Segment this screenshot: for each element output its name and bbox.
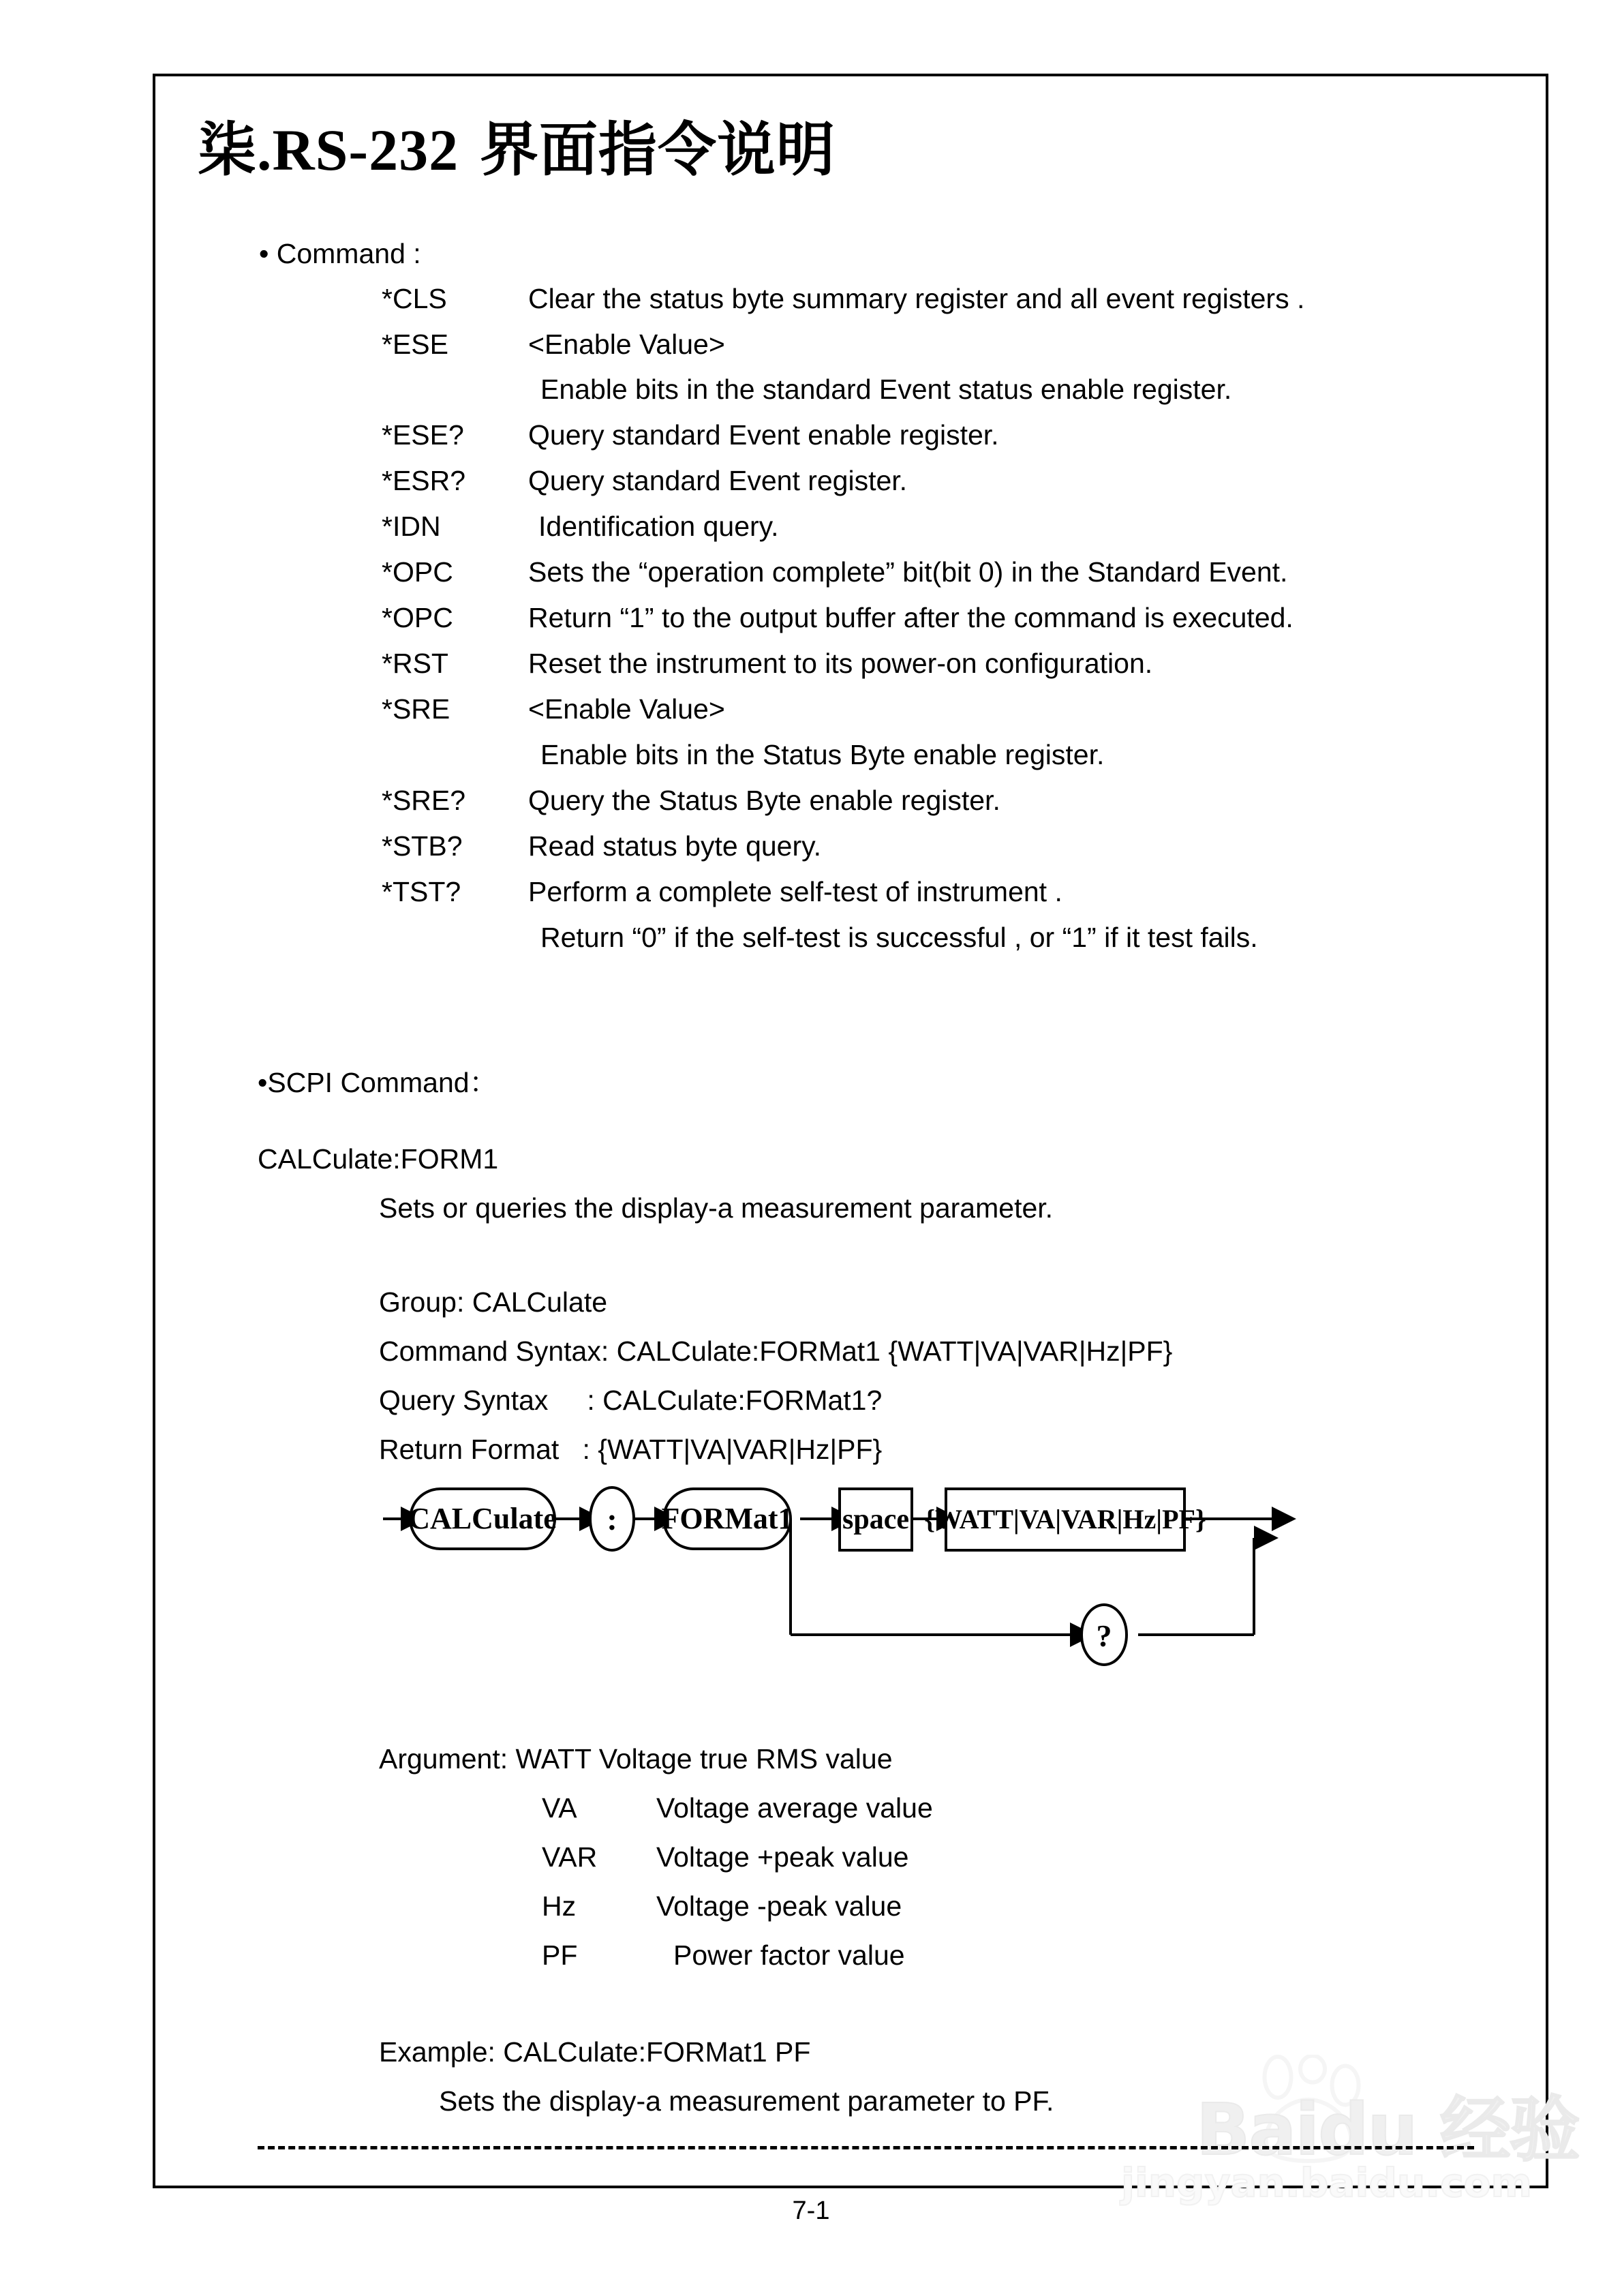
scpi-return-format: Return Format : {WATT|VA|VAR|Hz|PF} [379, 1434, 883, 1465]
title-cn-prefix: 柒 [198, 116, 257, 184]
command-desc-ese: <Enable Value> [528, 329, 725, 360]
argument-key-hz: Hz [542, 1890, 577, 1922]
argument-desc-va: Voltage average value [656, 1792, 933, 1824]
railroad-label-format1: FORMat1 [661, 1502, 793, 1535]
watermark-line1: Baidu 经验 [1196, 2088, 1579, 2171]
command-section-heading: • Command : [259, 238, 421, 269]
command-desc-sre-query: Query the Status Byte enable register. [528, 785, 1000, 816]
page-number: 7-1 [792, 2196, 830, 2225]
command-desc-ese-query: Query standard Event enable register. [528, 419, 999, 451]
command-name-tst-query: *TST? [382, 876, 461, 907]
footer-divider [258, 2146, 1474, 2149]
scpi-group-label: Group: CALCulate [379, 1286, 608, 1318]
example-description: Sets the display-a measurement parameter to PF. [439, 2085, 1054, 2117]
command-name-esr-query: *ESR? [382, 465, 466, 496]
command-desc-rst: Reset the instrument to its power-on configuration. [528, 648, 1153, 679]
scpi-section-heading: •SCPI Command： [258, 1067, 498, 1098]
command-desc-opc-set: Sets the “operation complete” bit(bit 0) in the Standard Event. [528, 556, 1288, 588]
command-desc-opc-query: Return “1” to the output buffer after the command is executed. [528, 602, 1294, 633]
syntax-railroad-diagram [382, 1472, 1486, 1677]
argument-key-va: VA [542, 1792, 577, 1824]
railroad-label-colon: : [607, 1502, 617, 1537]
railroad-label-query: ? [1096, 1618, 1112, 1653]
argument-desc-hz: Voltage -peak value [656, 1890, 902, 1922]
railroad-node-arguments [924, 1489, 1206, 1550]
command-desc-esr-query: Query standard Event register. [528, 465, 908, 496]
title-dot: . [257, 117, 273, 183]
argument-desc-var: Voltage +peak value [656, 1841, 909, 1873]
title-latin: RS-232 [272, 117, 459, 183]
argument-desc-pf: Power factor value [673, 1939, 905, 1971]
railroad-label-arguments: {WATT|VA|VAR|Hz|PF} [924, 1504, 1206, 1535]
command-name-ese: *ESE [382, 329, 448, 360]
railroad-node-calculate [408, 1489, 557, 1549]
command-desc-stb-query: Read status byte query. [528, 830, 821, 862]
page-title [198, 102, 836, 187]
argument-key-var: VAR [542, 1841, 598, 1873]
railroad-label-space: space [842, 1504, 909, 1535]
example-heading: Example: CALCulate:FORMat1 PF [379, 2036, 811, 2068]
scpi-command-title: CALCulate:FORM1 [258, 1143, 499, 1175]
scpi-query-syntax: Query Syntax : CALCulate:FORMat1? [379, 1385, 883, 1416]
command-desc-cls: Clear the status byte summary register and all event registers . [528, 283, 1305, 314]
railroad-node-colon [590, 1487, 634, 1550]
command-name-stb-query: *STB? [382, 830, 463, 862]
command-name-sre-query: *SRE? [382, 785, 466, 816]
command-name-rst: *RST [382, 648, 448, 679]
command-desc-sre: <Enable Value> [528, 693, 725, 725]
railroad-node-query [1082, 1605, 1127, 1665]
title-cn-suffix: 界面指令说明 [480, 116, 836, 184]
railroad-node-space [840, 1489, 912, 1550]
command-desc-idn: Identification query. [538, 511, 779, 542]
command-desc-tst-query: Perform a complete self-test of instrument . [528, 876, 1062, 907]
command-desc-sre-cont: Enable bits in the Status Byte enable register. [540, 739, 1105, 770]
argument-heading: Argument: WATT Voltage true RMS value [379, 1743, 893, 1774]
command-desc-ese-cont: Enable bits in the standard Event status enable register. [540, 374, 1232, 405]
command-name-sre: *SRE [382, 693, 450, 725]
command-name-idn: *IDN [382, 511, 441, 542]
railroad-node-format1 [661, 1489, 793, 1549]
scpi-command-syntax: Command Syntax: CALCulate:FORMat1 {WATT|VA|VAR|Hz|PF} [379, 1335, 1173, 1367]
command-name-opc-set: *OPC [382, 556, 453, 588]
command-name-cls: *CLS [382, 283, 447, 314]
command-name-opc-query: *OPC [382, 602, 453, 633]
watermark-line2: jingyan.baidu.com [1121, 2160, 1532, 2206]
railroad-label-calculate: CALCulate [408, 1502, 557, 1535]
argument-key-pf: PF [542, 1939, 578, 1971]
command-desc-tst-cont: Return “0” if the self-test is successful , or “1” if it test fails. [540, 922, 1258, 953]
command-name-ese-query: *ESE? [382, 419, 464, 451]
scpi-command-description: Sets or queries the display-a measurement parameter. [379, 1192, 1054, 1224]
